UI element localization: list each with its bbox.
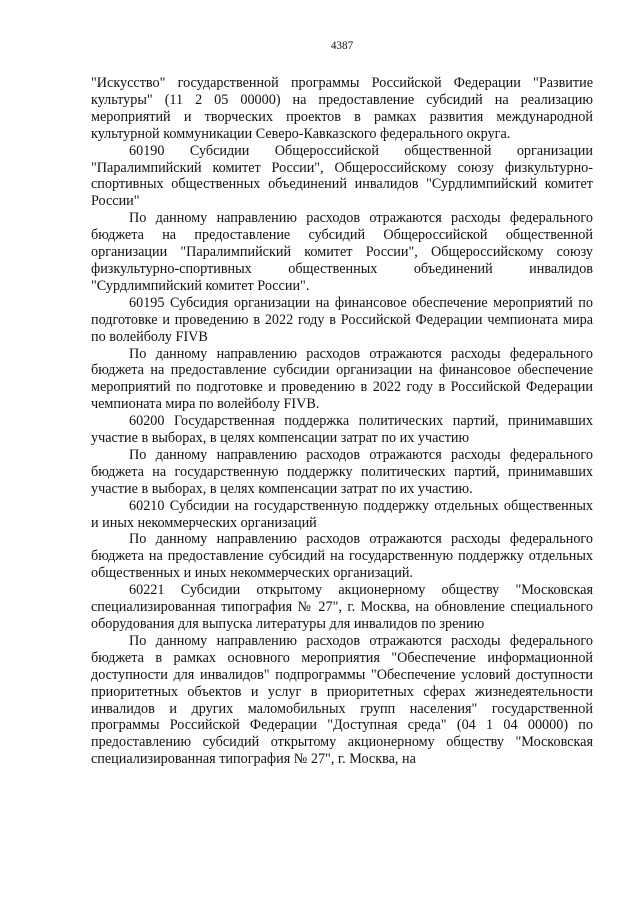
paragraph-body-60200: По данному направлению расходов отражаются расходы федерального бюджета на государственную поддержку политических партий, принимавших участие в выборах, в целях компенсации затрат по их участию. [91, 446, 593, 497]
paragraph-heading-60221: 60221 Субсидии открытому акционерному обществу "Московская специализированная типография № 27", г. Москва, на обновление специального оборудования для выпуска литературы для инвалидов по зрению [91, 582, 593, 632]
paragraph-body-60195: По данному направлению расходов отражаются расходы федерального бюджета на предоставление субсидии организации на финансовое обеспечение мероприятий по подготовке и проведению в 2022 году в Российской Федерации чемпионата мира по волейболу FIVB. [91, 345, 593, 413]
paragraph-body-60210: По данному направлению расходов отражаются расходы федерального бюджета на предоставление субсидий на государственную поддержку отдельных общественных и иных некоммерческих организаций. [91, 531, 593, 582]
paragraph-heading-60210: 60210 Субсидии на государственную поддержку отдельных общественных и иных некоммерческих организаций [91, 497, 593, 531]
paragraph-heading-60190: 60190 Субсидии Общероссийской общественной организации "Паралимпийский комитет России", Общероссийскому союзу физкультурно-спортивных общественных объединений инвалидов "Сурдлимпийский комитет России" [91, 142, 593, 210]
paragraph-heading-60200: 60200 Государственная поддержка политических партий, принимавших участие в выборах, в целях компенсации затрат по их участию [91, 413, 593, 447]
paragraph-heading-60195: 60195 Субсидия организации на финансовое обеспечение мероприятий по подготовке и проведению в 2022 году в Российской Федерации чемпионата мира по волейболу FIVB [91, 294, 593, 345]
page-number: 4387 [330, 40, 354, 52]
paragraph-continuation: "Искусство" государственной программы Российской Федерации "Развитие культуры" (11 2 05 00000) на предоставление субсидий на реализацию мероприятий и творческих проектов в рамках развития международной культурной коммуникации Северо-Кавказского федерального округа. [91, 75, 593, 142]
paragraph-body-60190: По данному направлению расходов отражаются расходы федерального бюджета на предоставление субсидий Общероссийской общественной организации "Паралимпийский комитет России", Общероссийскому союзу физкультурно-спортивных общественных объединений инвалидов "Сурдлимпийский комитет России". [91, 210, 593, 294]
paragraph-body-60221: По данному направлению расходов отражаются расходы федерального бюджета в рамках основного мероприятия "Обеспечение информационной доступности для инвалидов" подпрограммы "Обеспечение условий доступности приоритетных объектов и услуг в приоритетных сферах жизнедеятельности инвалидов и других маломобильных групп населения" государственной программы Российской Федерации "Доступная среда" (04 1 04 00000) по предоставлению субсидий открытому акционерному обществу "Московская специализированная типография № 27", г. Москва, на [91, 632, 593, 768]
